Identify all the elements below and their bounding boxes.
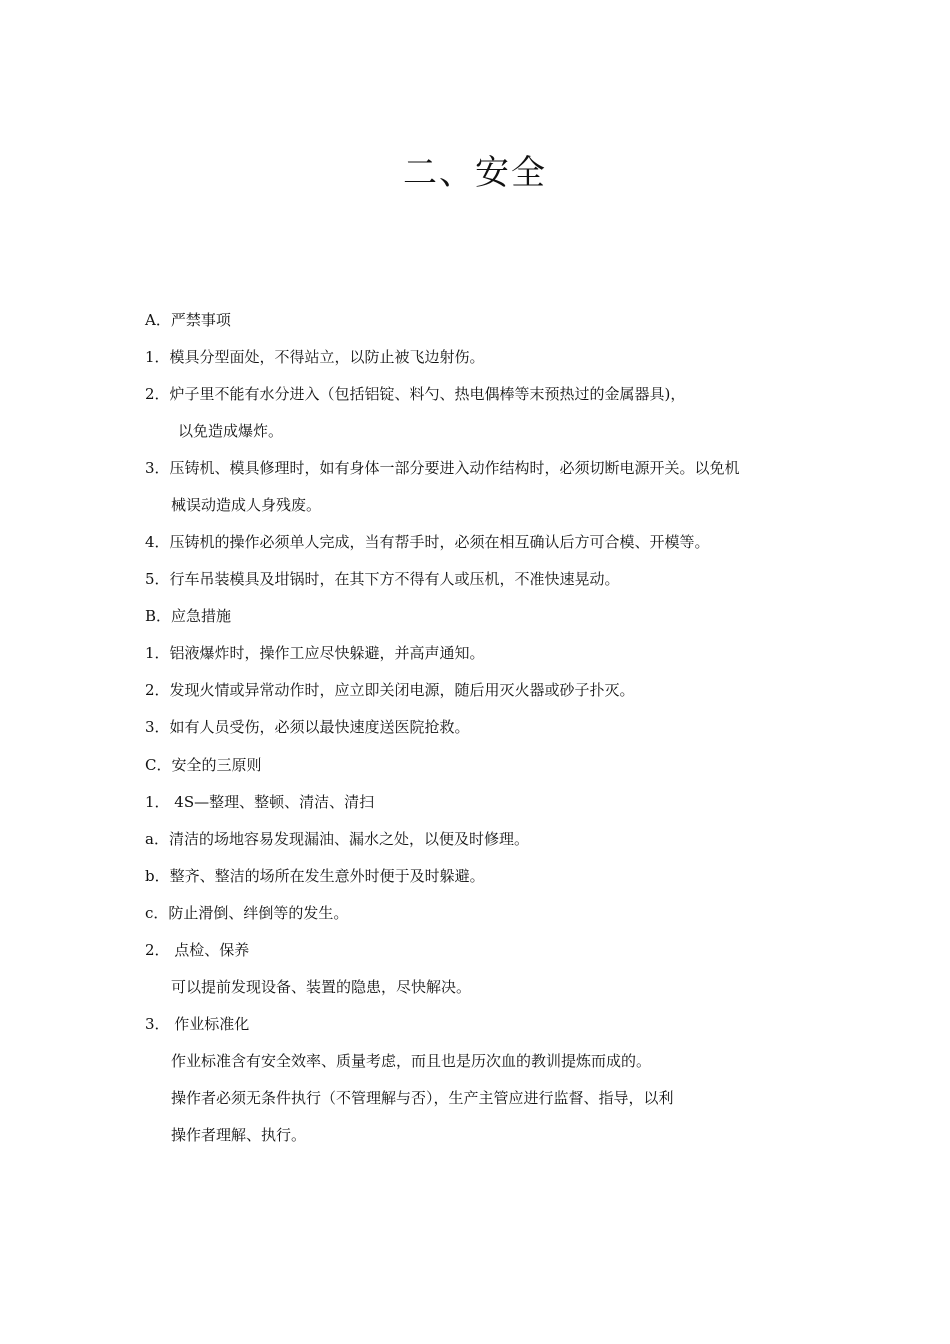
paragraph: 操作者理解、执行。 bbox=[171, 1126, 307, 1144]
list-item: 1．铝液爆炸时，操作工应尽快躲避，并高声通知。 bbox=[145, 644, 485, 662]
list-item-continuation: 以免造成爆炸。 bbox=[178, 422, 284, 440]
list-item: 1．模具分型面处，不得站立，以防止被飞边射伤。 bbox=[145, 348, 485, 366]
paragraph: 操作者必须无条件执行（不管理解与否），生产主管应进行监督、指导，以利 bbox=[171, 1089, 674, 1107]
list-item: 1． 4S—整理、整顿、清洁、清扫 bbox=[145, 793, 375, 811]
list-item: 2． 点检、保养 bbox=[145, 941, 250, 959]
sub-list-item: b．整齐、整洁的场所在发生意外时便于及时躲避。 bbox=[145, 867, 485, 885]
list-item: 3．如有人员受伤，必须以最快速度送医院抢救。 bbox=[145, 718, 470, 736]
sub-list-item: c．防止滑倒、绊倒等的发生。 bbox=[145, 904, 349, 922]
section-heading-a: A．严禁事项 bbox=[145, 311, 231, 329]
list-item: 2．发现火情或异常动作时，应立即关闭电源，随后用灭火器或砂子扑灭。 bbox=[145, 681, 635, 699]
sub-list-item: a．清洁的场地容易发现漏油、漏水之处，以便及时修理。 bbox=[145, 830, 529, 848]
list-item-continuation: 械误动造成人身残废。 bbox=[171, 496, 322, 514]
page-title: 二、安全 bbox=[403, 153, 547, 193]
section-heading-b: B．应急措施 bbox=[145, 607, 232, 625]
list-item: 5．行车吊装模具及坩锅时，在其下方不得有人或压机，不准快速晃动。 bbox=[145, 570, 620, 588]
list-item: 4．压铸机的操作必须单人完成，当有帮手时，必须在相互确认后方可合模、开模等。 bbox=[145, 533, 710, 551]
list-item: 3． 作业标准化 bbox=[145, 1015, 250, 1033]
section-heading-c: C．安全的三原则 bbox=[145, 756, 262, 774]
list-item: 3．压铸机、模具修理时，如有身体一部分要进入动作结构时，必须切断电源开关。以免机 bbox=[145, 459, 740, 477]
paragraph: 作业标准含有安全效率、质量考虑，而且也是历次血的教训提炼而成的。 bbox=[171, 1052, 652, 1070]
paragraph: 可以提前发现设备、装置的隐患，尽快解决。 bbox=[171, 978, 472, 996]
list-item: 2．炉子里不能有水分进入（包括铝锭、料勺、热电偶棒等末预热过的金属器具)， bbox=[145, 385, 686, 403]
